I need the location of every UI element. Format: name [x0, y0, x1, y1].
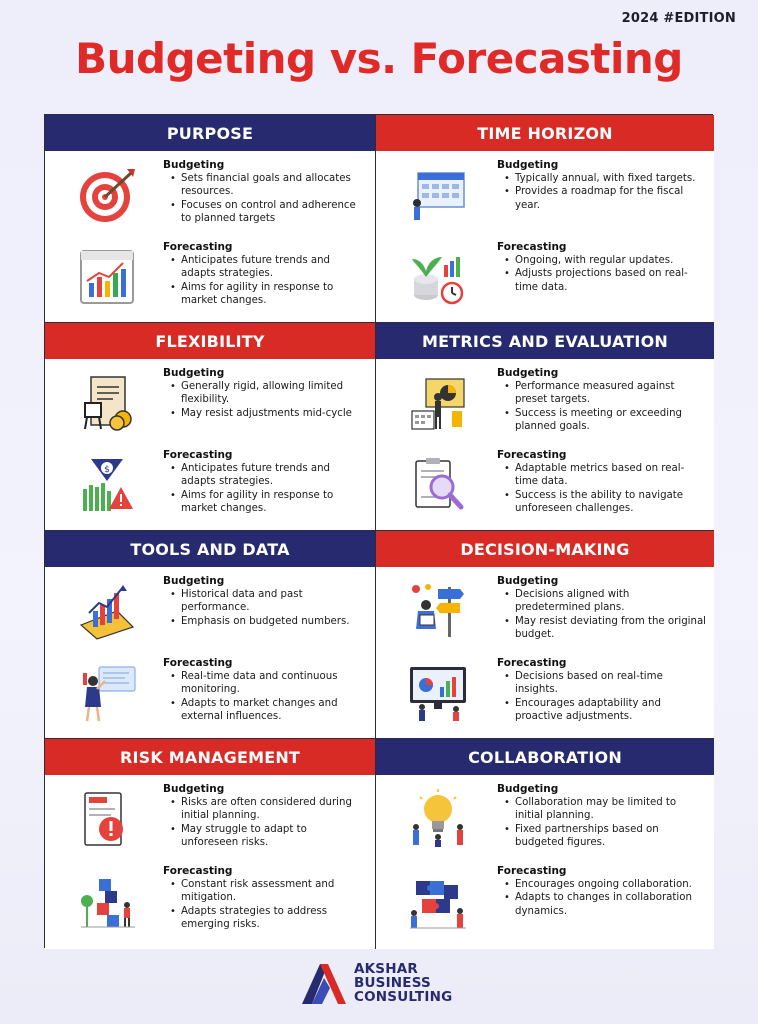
calendar-icon — [408, 165, 468, 225]
section-header: FLEXIBILITY — [45, 323, 375, 359]
list-item: • Fixed partnerships based on budgeted figures. — [502, 823, 706, 850]
logo-line: BUSINESS — [354, 975, 431, 991]
list-item: • Success is the ability to navigate unforeseen challenges. — [502, 489, 706, 516]
section-risk-management — [45, 739, 376, 949]
budgeting-label: Budgeting — [163, 575, 225, 587]
list-item: • Provides a roadmap for the fiscal year. — [502, 185, 706, 212]
section-header: DECISION-MAKING — [376, 531, 714, 567]
list-item: • Constant risk assessment and mitigation. — [168, 878, 367, 905]
logo-text — [354, 962, 452, 1004]
list-item: • Encourages adaptability and proactive adjustments. — [502, 697, 706, 724]
woman-screen-icon — [77, 663, 137, 723]
budgeting-block — [45, 783, 375, 863]
section-decision-making — [376, 531, 714, 739]
budgeting-block — [376, 159, 714, 239]
list-item: • Typically annual, with fixed targets. — [502, 172, 706, 185]
forecasting-label: Forecasting — [497, 449, 567, 461]
forecasting-label: Forecasting — [163, 241, 233, 253]
section-flexibility — [45, 323, 376, 531]
section-header: PURPOSE — [45, 115, 375, 151]
budgeting-block — [45, 367, 375, 447]
list-item: • Adaptable metrics based on real-time data. — [502, 462, 706, 489]
budgeting-block — [376, 575, 714, 655]
puzzle-team-icon — [408, 871, 468, 931]
list-item: • Adapts to market changes and external influences. — [168, 697, 367, 724]
section-collaboration — [376, 739, 714, 949]
budgeting-block — [376, 783, 714, 863]
budgeting-label: Budgeting — [497, 575, 559, 587]
list-item: • May resist adjustments mid-cycle — [168, 407, 367, 420]
section-header: RISK MANAGEMENT — [45, 739, 375, 775]
forecasting-label: Forecasting — [497, 657, 567, 669]
section-tools-data — [45, 531, 376, 739]
list-item: • Success is meeting or exceeding planned goals. — [502, 407, 706, 434]
list-item: • Decisions based on real-time insights. — [502, 670, 706, 697]
forecasting-block — [376, 865, 714, 945]
forecasting-label: Forecasting — [497, 865, 567, 877]
budgeting-label: Budgeting — [163, 367, 225, 379]
section-time-horizon — [376, 115, 714, 323]
growth-chart-icon — [77, 581, 137, 641]
list-item: • Anticipates future trends and adapts strategies. — [168, 254, 367, 281]
edition-label: 2024 #EDITION — [621, 11, 736, 26]
list-item: • Ongoing, with regular updates. — [502, 254, 706, 267]
budgeting-label: Budgeting — [497, 783, 559, 795]
list-item: • Anticipates future trends and adapts strategies. — [168, 462, 367, 489]
list-item: • Sets financial goals and allocates resources. — [168, 172, 367, 199]
list-item: • Emphasis on budgeted numbers. — [168, 615, 367, 628]
list-item: • Adjusts projections based on real-time data. — [502, 267, 706, 294]
budgeting-label: Budgeting — [497, 159, 559, 171]
forecasting-label: Forecasting — [163, 865, 233, 877]
forecasting-block — [45, 657, 375, 737]
section-header: COLLABORATION — [376, 739, 714, 775]
forecasting-block — [45, 241, 375, 321]
price-alert-icon — [77, 455, 137, 515]
presentation-icon — [408, 373, 468, 433]
section-header: METRICS AND EVALUATION — [376, 323, 714, 359]
coins-clock-icon — [408, 247, 468, 307]
forecasting-block — [376, 241, 714, 321]
risk-clipboard-icon — [77, 789, 137, 849]
forecasting-label: Forecasting — [163, 449, 233, 461]
forecasting-block — [376, 449, 714, 529]
page-title: Budgeting vs. Forecasting — [75, 34, 683, 83]
clipboard-magnifier-icon — [408, 455, 468, 515]
budgeting-label: Budgeting — [163, 783, 225, 795]
list-item: • Encourages ongoing collaboration. — [502, 878, 706, 891]
list-item: • Generally rigid, allowing limited flexibility. — [168, 380, 367, 407]
list-item: • Adapts strategies to address emerging risks. — [168, 905, 367, 932]
logo-line: CONSULTING — [354, 989, 453, 1005]
list-item: • Focuses on control and adherence to planned targets — [168, 199, 367, 226]
lightbulb-team-icon — [408, 789, 468, 849]
comparison-grid — [44, 114, 713, 948]
logo-line: AKSHAR — [354, 961, 418, 977]
list-item: • Performance measured against preset targets. — [502, 380, 706, 407]
budgeting-block — [376, 367, 714, 447]
list-item: • May resist deviating from the original budget. — [502, 615, 706, 642]
list-item: • Historical data and past performance. — [168, 588, 367, 615]
svg-text:$: $ — [104, 465, 110, 475]
document-chair-icon — [77, 373, 137, 433]
company-logo — [300, 958, 470, 1010]
budgeting-block — [45, 575, 375, 655]
section-header: TOOLS AND DATA — [45, 531, 375, 567]
section-header: TIME HORIZON — [376, 115, 714, 151]
forecasting-block — [376, 657, 714, 737]
list-item: • Risks are often considered during initial planning. — [168, 796, 367, 823]
forecasting-block — [45, 449, 375, 529]
list-item: • May struggle to adapt to unforeseen risks. — [168, 823, 367, 850]
list-item: • Collaboration may be limited to initial planning. — [502, 796, 706, 823]
list-item: • Real-time data and continuous monitoring. — [168, 670, 367, 697]
monitor-meeting-icon — [408, 663, 468, 723]
risk-blocks-icon — [77, 871, 137, 931]
signpost-icon — [408, 581, 468, 641]
forecasting-label: Forecasting — [163, 657, 233, 669]
forecasting-block — [45, 865, 375, 945]
list-item: • Aims for agility in response to market changes. — [168, 489, 367, 516]
logo-mark-icon — [300, 960, 352, 1006]
budgeting-label: Budgeting — [497, 367, 559, 379]
list-item: • Decisions aligned with predetermined plans. — [502, 588, 706, 615]
list-item: • Adapts to changes in collaboration dynamics. — [502, 891, 706, 918]
target-icon — [77, 165, 137, 225]
list-item: • Aims for agility in response to market changes. — [168, 281, 367, 308]
chart-browser-icon — [77, 247, 137, 307]
section-purpose — [45, 115, 376, 323]
section-metrics-evaluation — [376, 323, 714, 531]
forecasting-label: Forecasting — [497, 241, 567, 253]
budgeting-label: Budgeting — [163, 159, 225, 171]
budgeting-block — [45, 159, 375, 239]
